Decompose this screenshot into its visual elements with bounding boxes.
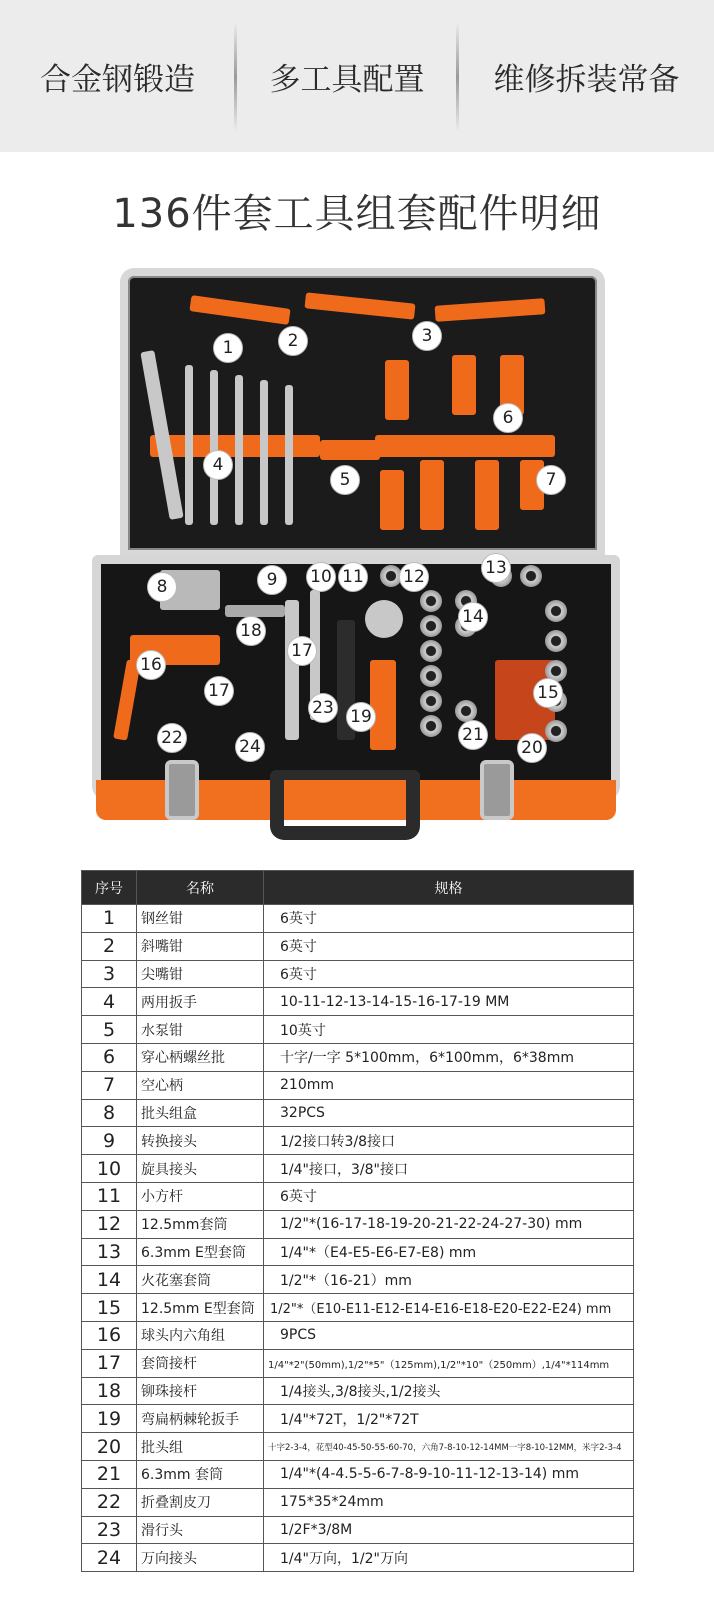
row-no: 9: [82, 1127, 137, 1155]
row-no: 12: [82, 1210, 137, 1238]
row-spec: 10英寸: [264, 1016, 634, 1044]
row-no: 2: [82, 932, 137, 960]
row-spec: 1/4"万向，1/2"万向: [264, 1544, 634, 1572]
table-row: [82, 1182, 634, 1210]
screwdriver-handle: [385, 360, 409, 420]
row-no: 16: [82, 1321, 137, 1349]
case-handle: [270, 770, 420, 840]
table-row: [82, 1460, 634, 1488]
socket: [545, 600, 567, 622]
callout-23: 23: [308, 693, 338, 723]
page-title: 136件套工具组套配件明细: [112, 191, 602, 237]
socket: [420, 715, 442, 737]
callout-17: 17: [287, 636, 317, 666]
socket: [420, 665, 442, 687]
combination-wrench: [260, 380, 268, 525]
row-name: 万向接头: [137, 1544, 264, 1572]
row-spec: 十字2-3-4，花型40-45-50-55-60-70，六角7-8-10-12-14MM一字8-10-12MM，米字2-3-4: [264, 1433, 634, 1461]
case-latch: [480, 760, 514, 820]
row-name: 空心柄: [137, 1071, 264, 1099]
table-row: [82, 905, 634, 933]
callout-6: 6: [493, 403, 523, 433]
extension-bar: [225, 605, 285, 617]
callout-20: 20: [517, 733, 547, 763]
combination-wrench: [285, 385, 293, 525]
row-spec: 32PCS: [264, 1099, 634, 1127]
row-name: 套筒接杆: [137, 1349, 264, 1377]
screwdriver-handle: [452, 355, 476, 415]
callout-13: 13: [481, 553, 511, 583]
row-name: 小方杆: [137, 1182, 264, 1210]
callout-10: 10: [306, 562, 336, 592]
callout-14: 14: [458, 602, 488, 632]
row-no: 10: [82, 1155, 137, 1183]
table-row: [82, 1155, 634, 1183]
callout-5: 5: [330, 465, 360, 495]
row-name: 穿心柄螺丝批: [137, 1043, 264, 1071]
row-name: 12.5mm E型套筒: [137, 1294, 264, 1322]
row-no: 5: [82, 1016, 137, 1044]
row-no: 19: [82, 1405, 137, 1433]
row-spec: 1/4接头,3/8接头,1/2接头: [264, 1377, 634, 1405]
callout-15: 15: [533, 678, 563, 708]
row-name: 折叠割皮刀: [137, 1488, 264, 1516]
socket: [420, 590, 442, 612]
combination-wrench: [210, 370, 218, 525]
table-row: [82, 1210, 634, 1238]
table-row: [82, 1321, 634, 1349]
row-name: 斜嘴钳: [137, 932, 264, 960]
extension-bar: [285, 600, 299, 740]
row-spec: 6英寸: [264, 905, 634, 933]
table-row: [82, 960, 634, 988]
row-name: 火花塞套筒: [137, 1266, 264, 1294]
row-spec: 1/2F*3/8M: [264, 1516, 634, 1544]
row-spec: 1/2接口转3/8接口: [264, 1127, 634, 1155]
case-latch: [165, 760, 199, 820]
header-spec: 规格: [264, 871, 634, 905]
combination-wrench: [185, 365, 193, 525]
table-row: [82, 1433, 634, 1461]
header-no: 序号: [82, 871, 137, 905]
row-no: 15: [82, 1294, 137, 1322]
callout-11: 11: [338, 562, 368, 592]
callout-7: 7: [536, 465, 566, 495]
header-name: 名称: [137, 871, 264, 905]
table-row: [82, 932, 634, 960]
callout-16: 16: [136, 650, 166, 680]
toolbox-photo: [80, 260, 635, 850]
table-row: [82, 1516, 634, 1544]
screwdriver-holder: [375, 435, 555, 457]
table-row: [82, 1099, 634, 1127]
table-row: [82, 1349, 634, 1377]
table-row: [82, 1238, 634, 1266]
banner-divider: [234, 22, 237, 132]
socket: [420, 690, 442, 712]
row-spec: 6英寸: [264, 932, 634, 960]
socket: [545, 720, 567, 742]
table-row: [82, 1016, 634, 1044]
socket: [520, 565, 542, 587]
row-no: 20: [82, 1433, 137, 1461]
row-spec: 6英寸: [264, 1182, 634, 1210]
table-header-row: [82, 871, 634, 905]
table-row: [82, 1043, 634, 1071]
callout-2: 2: [278, 326, 308, 356]
ratchet-handle: [370, 660, 396, 750]
row-spec: 1/4"*(4-4.5-5-6-7-8-9-10-11-12-13-14) mm: [264, 1460, 634, 1488]
row-name: 旋具接头: [137, 1155, 264, 1183]
feature-repair-ready: 维修拆装常备: [493, 61, 680, 98]
row-no: 1: [82, 905, 137, 933]
row-no: 23: [82, 1516, 137, 1544]
row-no: 21: [82, 1460, 137, 1488]
callout-9: 9: [257, 565, 287, 595]
row-name: 批头组: [137, 1433, 264, 1461]
callout-12: 12: [399, 562, 429, 592]
row-no: 24: [82, 1544, 137, 1572]
socket: [420, 615, 442, 637]
row-spec: 175*35*24mm: [264, 1488, 634, 1516]
table-row: [82, 988, 634, 1016]
table-row: [82, 1405, 634, 1433]
row-no: 13: [82, 1238, 137, 1266]
row-no: 8: [82, 1099, 137, 1127]
callout-19: 19: [346, 702, 376, 732]
callout-24: 24: [235, 732, 265, 762]
table-row: [82, 1127, 634, 1155]
row-name: 钢丝钳: [137, 905, 264, 933]
row-spec: 十字/一字 5*100mm，6*100mm，6*38mm: [264, 1043, 634, 1071]
row-spec: 9PCS: [264, 1321, 634, 1349]
table-row: [82, 1266, 634, 1294]
row-spec: 1/2"*（E10-E11-E12-E14-E16-E18-E20-E22-E24) mm: [264, 1294, 634, 1322]
pump-pliers-holder: [320, 440, 380, 460]
row-no: 4: [82, 988, 137, 1016]
row-spec: 1/2"*（16-21）mm: [264, 1266, 634, 1294]
table-row: [82, 1377, 634, 1405]
combination-wrench: [235, 375, 243, 525]
callout-22: 22: [157, 723, 187, 753]
callout-4: 4: [203, 450, 233, 480]
row-no: 17: [82, 1349, 137, 1377]
table-row: [82, 1294, 634, 1322]
row-no: 6: [82, 1043, 137, 1071]
socket: [545, 630, 567, 652]
row-name: 批头组盒: [137, 1099, 264, 1127]
row-spec: 1/4"*（E4-E5-E6-E7-E8) mm: [264, 1238, 634, 1266]
callout-18: 18: [236, 616, 266, 646]
row-name: 两用扳手: [137, 988, 264, 1016]
row-name: 尖嘴钳: [137, 960, 264, 988]
row-spec: 210mm: [264, 1071, 634, 1099]
row-no: 14: [82, 1266, 137, 1294]
row-name: 弯扁柄棘轮扳手: [137, 1405, 264, 1433]
table-row: [82, 1488, 634, 1516]
row-spec: 6英寸: [264, 960, 634, 988]
feature-forged-alloy: 合金钢锻造: [40, 61, 195, 98]
callout-3: 3: [412, 321, 442, 351]
row-name: 滑行头: [137, 1516, 264, 1544]
row-no: 7: [82, 1071, 137, 1099]
feature-multi-tool: 多工具配置: [269, 61, 425, 98]
row-spec: 1/4"*72T，1/2"*72T: [264, 1405, 634, 1433]
row-name: 转换接头: [137, 1127, 264, 1155]
row-no: 22: [82, 1488, 137, 1516]
row-no: 18: [82, 1377, 137, 1405]
row-spec: 1/4"接口，3/8"接口: [264, 1155, 634, 1183]
callout-8: 8: [147, 572, 177, 602]
screwdriver-handle: [420, 460, 444, 530]
callout-17a: 17: [204, 676, 234, 706]
row-name: 水泵钳: [137, 1016, 264, 1044]
table-row: [82, 1544, 634, 1572]
ratchet-head: [365, 600, 403, 638]
row-name: 6.3mm 套筒: [137, 1460, 264, 1488]
row-spec: 10-11-12-13-14-15-16-17-19 MM: [264, 988, 634, 1016]
row-name: 12.5mm套筒: [137, 1210, 264, 1238]
feature-banner: [0, 0, 714, 152]
parts-table: [81, 870, 634, 1572]
row-spec: 1/4"*2"(50mm),1/2"*5"（125mm),1/2"*10"（250mm）,1/4"*114mm: [264, 1349, 634, 1377]
socket: [420, 640, 442, 662]
row-name: 球头内六角组: [137, 1321, 264, 1349]
row-spec: 1/2"*(16-17-18-19-20-21-22-24-27-30) mm: [264, 1210, 634, 1238]
table-row: [82, 1071, 634, 1099]
row-name: 铆珠接杆: [137, 1377, 264, 1405]
screwdriver-handle: [380, 470, 404, 530]
screwdriver-handle: [475, 460, 499, 530]
socket: [455, 700, 477, 722]
callout-21: 21: [458, 720, 488, 750]
callout-1: 1: [213, 333, 243, 363]
row-no: 3: [82, 960, 137, 988]
row-no: 11: [82, 1182, 137, 1210]
row-name: 6.3mm E型套筒: [137, 1238, 264, 1266]
